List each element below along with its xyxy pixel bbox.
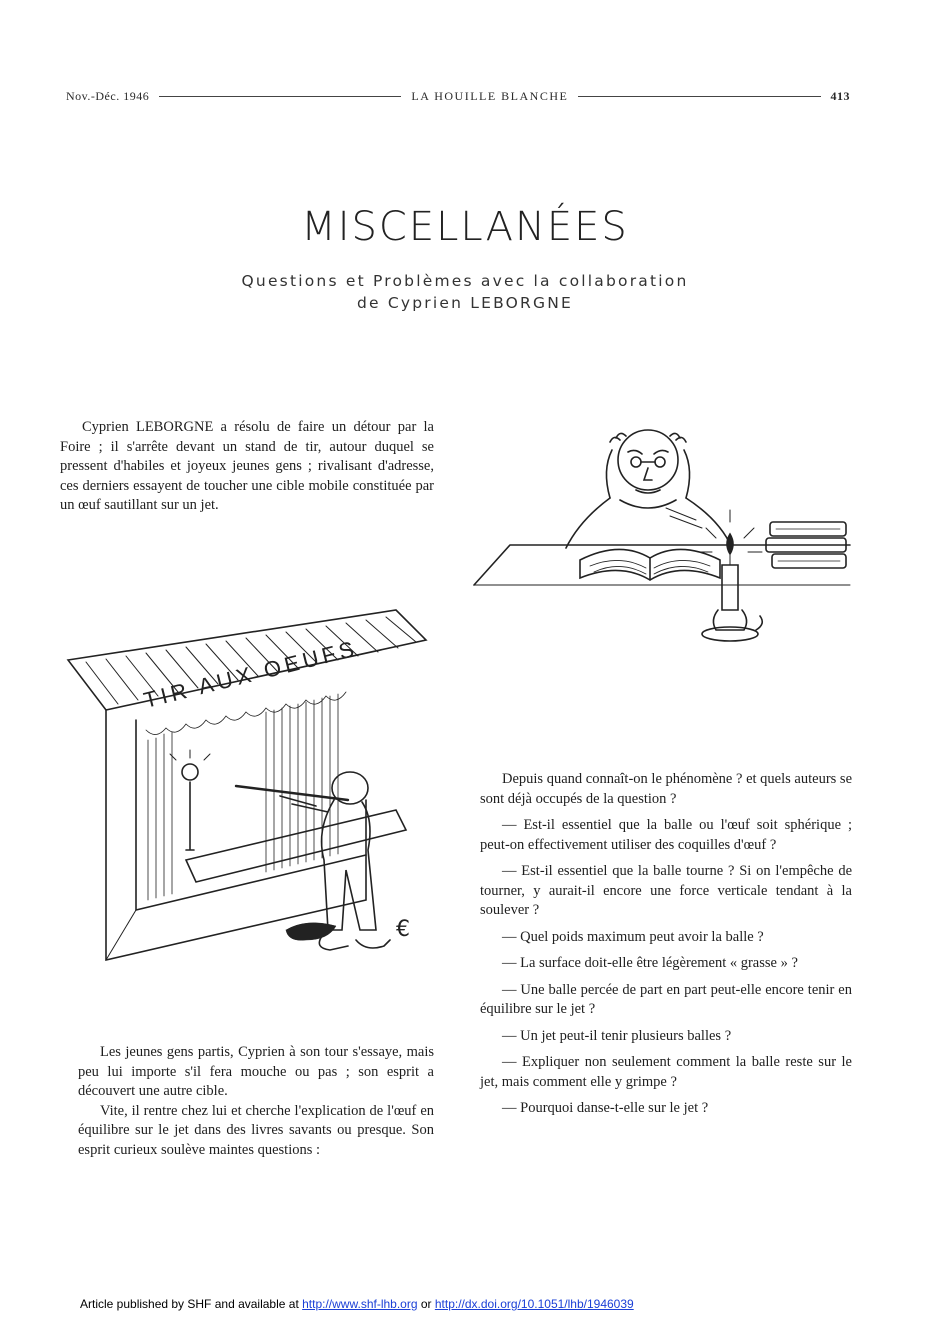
- running-head-rule-left: [159, 96, 401, 97]
- footer-middle: or: [417, 1297, 435, 1311]
- question-item: — Est-il essentiel que la balle ou l'œuf soit sphérique ; peut-on effectivement utiliser des coquilles d'œuf ?: [480, 817, 852, 853]
- issue-date: Nov.-Déc. 1946: [66, 88, 150, 103]
- question-item: — Expliquer non seulement comment la balle reste sur le jet, mais comment elle y grimpe ?: [480, 1054, 852, 1090]
- shooting-stand-illustration: [66, 600, 446, 1010]
- question-item: — La surface doit-elle être légèrement « grasse » ?: [502, 955, 798, 971]
- shf-link[interactable]: http://www.shf-lhb.org: [302, 1297, 418, 1311]
- paragraph-home-explanation: Vite, il rentre chez lui et cherche l'explication de l'œuf en équilibre sur le jet dans des livres savants ou presque. Son esprit curieux soulève maintes questions :: [78, 1102, 434, 1158]
- subtitle-line-2: de Cyprien LEBORGNE: [356, 294, 574, 312]
- question-item: — Quel poids maximum peut avoir la balle ?: [502, 928, 764, 945]
- question-item: — Pourquoi danse-t-elle sur le jet ?: [502, 1100, 709, 1116]
- running-head: [66, 86, 850, 106]
- intro-paragraph: [60, 418, 434, 516]
- doi-link[interactable]: http://dx.doi.org/10.1051/lhb/1946039: [434, 1297, 634, 1311]
- question-item: — Un jet peut-il tenir plusieurs balles ?: [502, 1027, 732, 1044]
- article-title: MISCELLANÉES: [301, 204, 629, 250]
- running-head-rule-right: [578, 96, 820, 97]
- question-item: — Une balle percée de part en part peut-elle encore tenir en équilibre sur le jet ?: [480, 981, 852, 1017]
- questions-list: [480, 770, 852, 1126]
- publication-footer: [80, 1297, 880, 1311]
- subtitle-line-1: Questions et Problèmes avec la collaboration: [241, 272, 689, 290]
- journal-name: LA HOUILLE BLANCHE: [411, 88, 569, 103]
- artist-mark: €: [396, 917, 410, 942]
- paragraph-young-people-left: Les jeunes gens partis, Cyprien à son tour s'essaye, mais peu lui importe s'il fera mouche ou pas ; son esprit a découvert une autre cible.: [78, 1044, 434, 1099]
- page-number: 413: [830, 88, 850, 103]
- lower-left-paragraphs: [78, 1043, 434, 1160]
- intro-text: Cyprien LEBORGNE a résolu de faire un détour par la Foire ; il s'arrête devant un stand de tir, autour duquel se pressent d'habiles et joyeux jeunes gens ; rivalisant d'adresse, ces derniers essayent de toucher une cible mobile constituée par un œuf sautillant sur un jet.: [60, 419, 434, 513]
- question-item: Depuis quand connaît-on le phénomène ? et quels auteurs se sont déjà occupés de la question ?: [480, 771, 852, 807]
- footer-prefix: Article published by SHF and available at: [80, 1297, 303, 1311]
- question-item: — Est-il essentiel que la balle tourne ? Si on l'empêche de tourner, y aurait-il encore une force verticale tendant à la soulever ?: [480, 863, 852, 918]
- stand-sign-text: TIR AUX OEUFS: [141, 635, 361, 713]
- scholar-reading-illustration: [470, 420, 860, 660]
